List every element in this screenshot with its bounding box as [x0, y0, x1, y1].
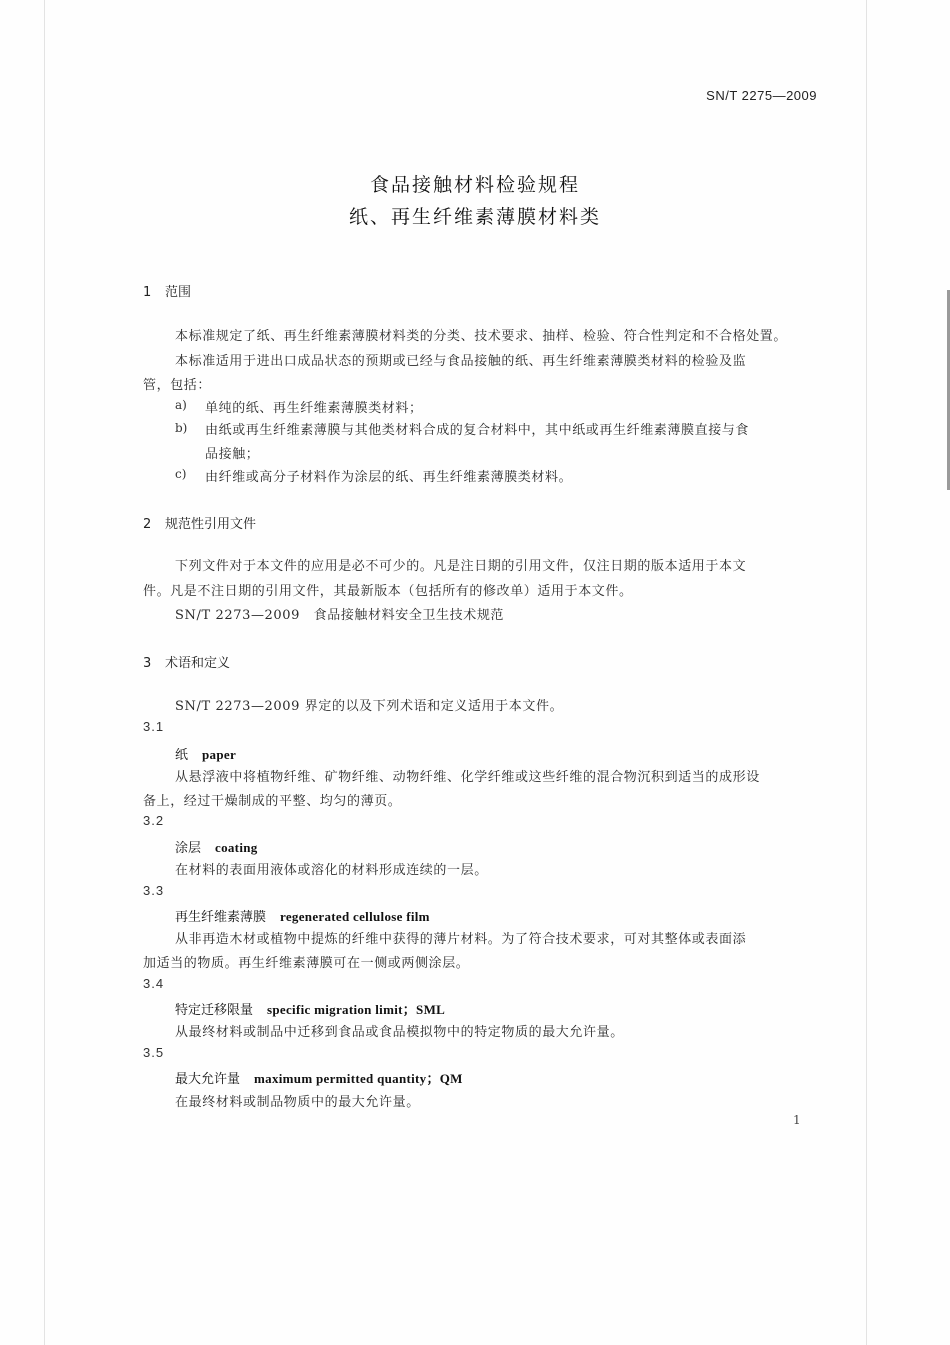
document-title-line2: 纸、再生纤维素薄膜材料类 [348, 206, 601, 228]
term-zh: 特定迁移限量 [175, 1003, 254, 1018]
section-2-heading [143, 513, 256, 532]
document-title-line1: 食品接触材料检验规程 [369, 174, 580, 196]
term-3-3-definition-line2: 加适当的物质。再生纤维素薄膜可在一侧或两侧涂层。 [143, 956, 470, 971]
list-item-b-line1: 由纸或再生纤维素薄膜与其他类材料合成的复合材料中，其中纸或再生纤维素薄膜直接与食 [205, 423, 750, 438]
section-1-heading [143, 281, 191, 300]
section-title: 范围 [165, 285, 192, 300]
section-number: 3 [143, 656, 152, 671]
term-en: coating [215, 840, 258, 855]
term-number-3-2: 3.2 [143, 813, 165, 828]
term-3-5-definition: 在最终材料或制品物质中的最大允许量。 [175, 1095, 420, 1110]
term-en: paper [202, 747, 237, 762]
term-3-1 [175, 744, 236, 763]
standard-code: SN/T 2275—2009 [706, 88, 817, 103]
term-number-3-5: 3.5 [143, 1045, 165, 1060]
term-en: maximum permitted quantity；QM [254, 1071, 463, 1086]
term-zh: 纸 [175, 748, 189, 763]
term-3-2 [175, 837, 258, 856]
section-title: 规范性引用文件 [165, 517, 257, 532]
list-item-c: 由纤维或高分子材料作为涂层的纸、再生纤维素薄膜类材料。 [205, 470, 573, 485]
term-number-3-4: 3.4 [143, 976, 165, 991]
section-1-paragraph-1: 本标准规定了纸、再生纤维素薄膜材料类的分类、技术要求、抽样、检验、符合性判定和不合格处置。 [175, 329, 788, 344]
section-1-paragraph-2-line2: 管，包括： [143, 378, 212, 393]
list-item-a: 单纯的纸、再生纤维素薄膜类材料； [205, 401, 423, 416]
term-3-1-definition-line2: 备上，经过干燥制成的平整、均匀的薄页。 [143, 794, 402, 809]
term-3-1-definition-line1: 从悬浮液中将植物纤维、矿物纤维、动物纤维、化学纤维或这些纤维的混合物沉积到适当的成形设 [175, 770, 760, 785]
section-number: 2 [143, 517, 152, 532]
term-zh: 再生纤维素薄膜 [175, 910, 267, 925]
list-marker-b: b) [175, 421, 188, 435]
term-en: regenerated cellulose film [280, 909, 430, 924]
term-3-3-definition-line1: 从非再造木材或植物中提炼的纤维中获得的薄片材料。为了符合技术要求，可对其整体或表面添 [175, 932, 747, 947]
section-3-heading [143, 652, 230, 671]
term-zh: 最大允许量 [175, 1072, 241, 1087]
term-number-3-3: 3.3 [143, 883, 165, 898]
term-3-3 [175, 906, 430, 925]
page-number: 1 [793, 1113, 801, 1127]
term-number-3-1: 3.1 [143, 719, 165, 734]
list-marker-c: c) [175, 467, 187, 481]
term-zh: 涂层 [175, 841, 202, 856]
section-number: 1 [143, 285, 152, 300]
term-3-5 [175, 1068, 463, 1087]
list-item-b-line2: 品接触； [205, 447, 260, 462]
section-3-intro: SN/T 2273—2009 界定的以及下列术语和定义适用于本文件。 [175, 699, 564, 714]
term-3-4-definition: 从最终材料或制品中迁移到食品或食品模拟物中的特定物质的最大允许量。 [175, 1025, 624, 1040]
section-2-paragraph-line2: 件。凡是不注日期的引用文件，其最新版本（包括所有的修改单）适用于本文件。 [143, 584, 633, 599]
list-marker-a: a) [175, 398, 187, 412]
term-3-4 [175, 999, 445, 1018]
term-3-2-definition: 在材料的表面用液体或溶化的材料形成连续的一层。 [175, 863, 488, 878]
section-title: 术语和定义 [165, 656, 231, 671]
normative-reference: SN/T 2273—2009 食品接触材料安全卫生技术规范 [175, 608, 505, 623]
section-2-paragraph-line1: 下列文件对于本文件的应用是必不可少的。凡是注日期的引用文件，仅注日期的版本适用于本文 [175, 559, 747, 574]
term-en: specific migration limit；SML [267, 1002, 446, 1017]
section-1-paragraph-2-line1: 本标准适用于进出口成品状态的预期或已经与食品接触的纸、再生纤维素薄膜类材料的检验及监 [175, 354, 747, 369]
